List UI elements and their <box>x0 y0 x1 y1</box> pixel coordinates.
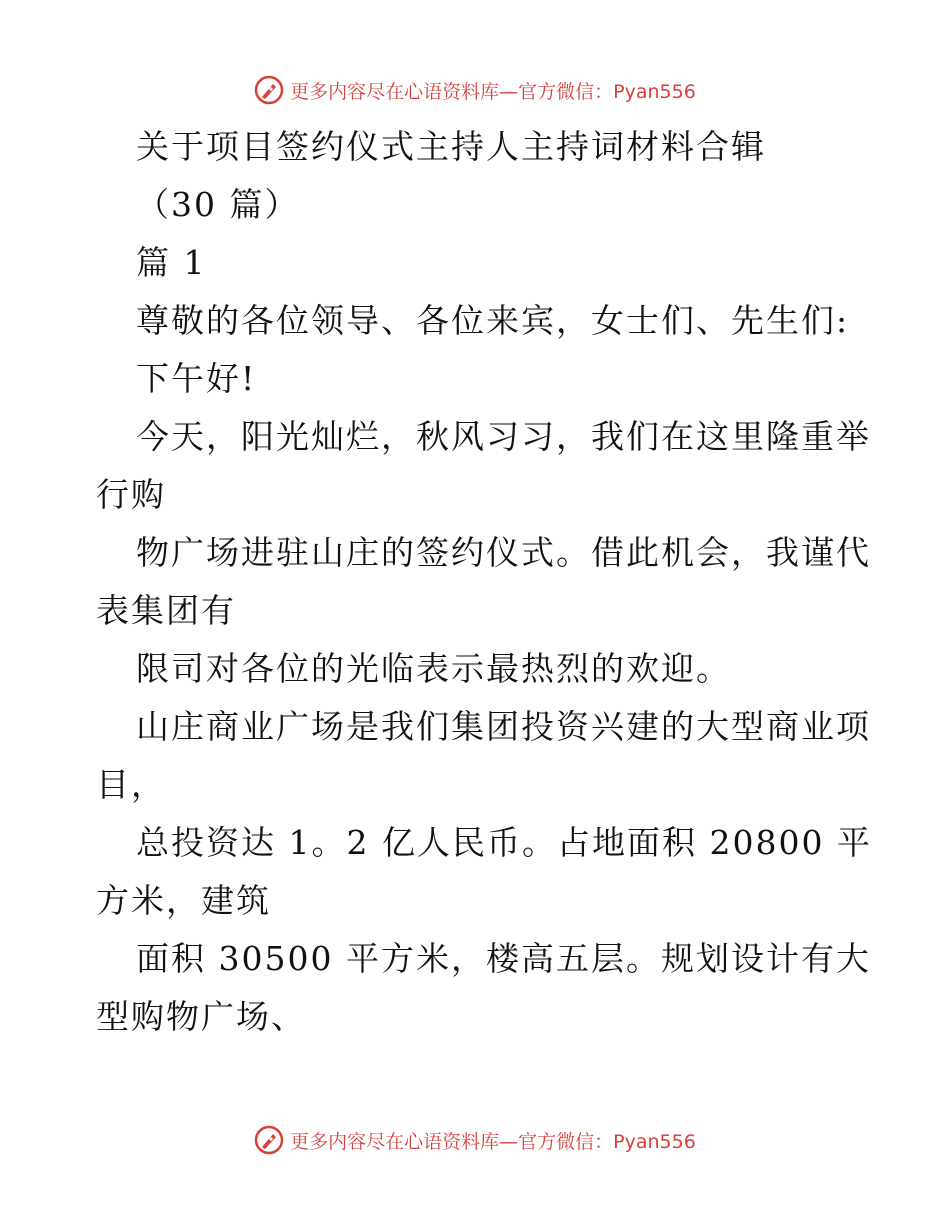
text-line: 方米，建筑 <box>96 881 271 920</box>
watermark-text: 更多内容尽在心语资料库—官方微信：Pyan556 <box>290 80 696 103</box>
text-line: 总投资达 1。2 亿人民币。占地面积 20800 平 <box>136 823 872 862</box>
text-line: 面积 30500 平方米，楼高五层。规划设计有大 <box>136 939 871 978</box>
text-line: 下午好! <box>136 359 257 398</box>
footer-watermark <box>0 1120 950 1160</box>
text-line: 山庄商业广场是我们集团投资兴建的大型商业项 <box>136 707 871 746</box>
text-line: 物广场进驻山庄的签约仪式。借此机会，我谨代 <box>136 533 871 572</box>
pen-nib-logo-icon <box>254 75 284 105</box>
document-body <box>96 118 872 1046</box>
watermark-text: 更多内容尽在心语资料库—官方微信：Pyan556 <box>290 1130 696 1153</box>
text-line: （30 篇） <box>136 185 300 224</box>
text-line: 表集团有 <box>96 591 236 630</box>
pen-nib-logo-icon <box>254 1125 284 1155</box>
text-line: 今天，阳光灿烂，秋风习习，我们在这里隆重举 <box>136 417 871 456</box>
text-line: 型购物广场、 <box>96 997 306 1036</box>
text-line: 关于项目签约仪式主持人主持词材料合辑 <box>136 127 766 166</box>
text-line: 目， <box>96 765 166 804</box>
text-line: 限司对各位的光临表示最热烈的欢迎。 <box>136 649 731 688</box>
text-line: 篇 1 <box>136 243 207 282</box>
text-line: 行购 <box>96 475 166 514</box>
text-line: 尊敬的各位领导、各位来宾，女士们、先生们: <box>136 301 850 340</box>
header-watermark <box>0 70 950 110</box>
